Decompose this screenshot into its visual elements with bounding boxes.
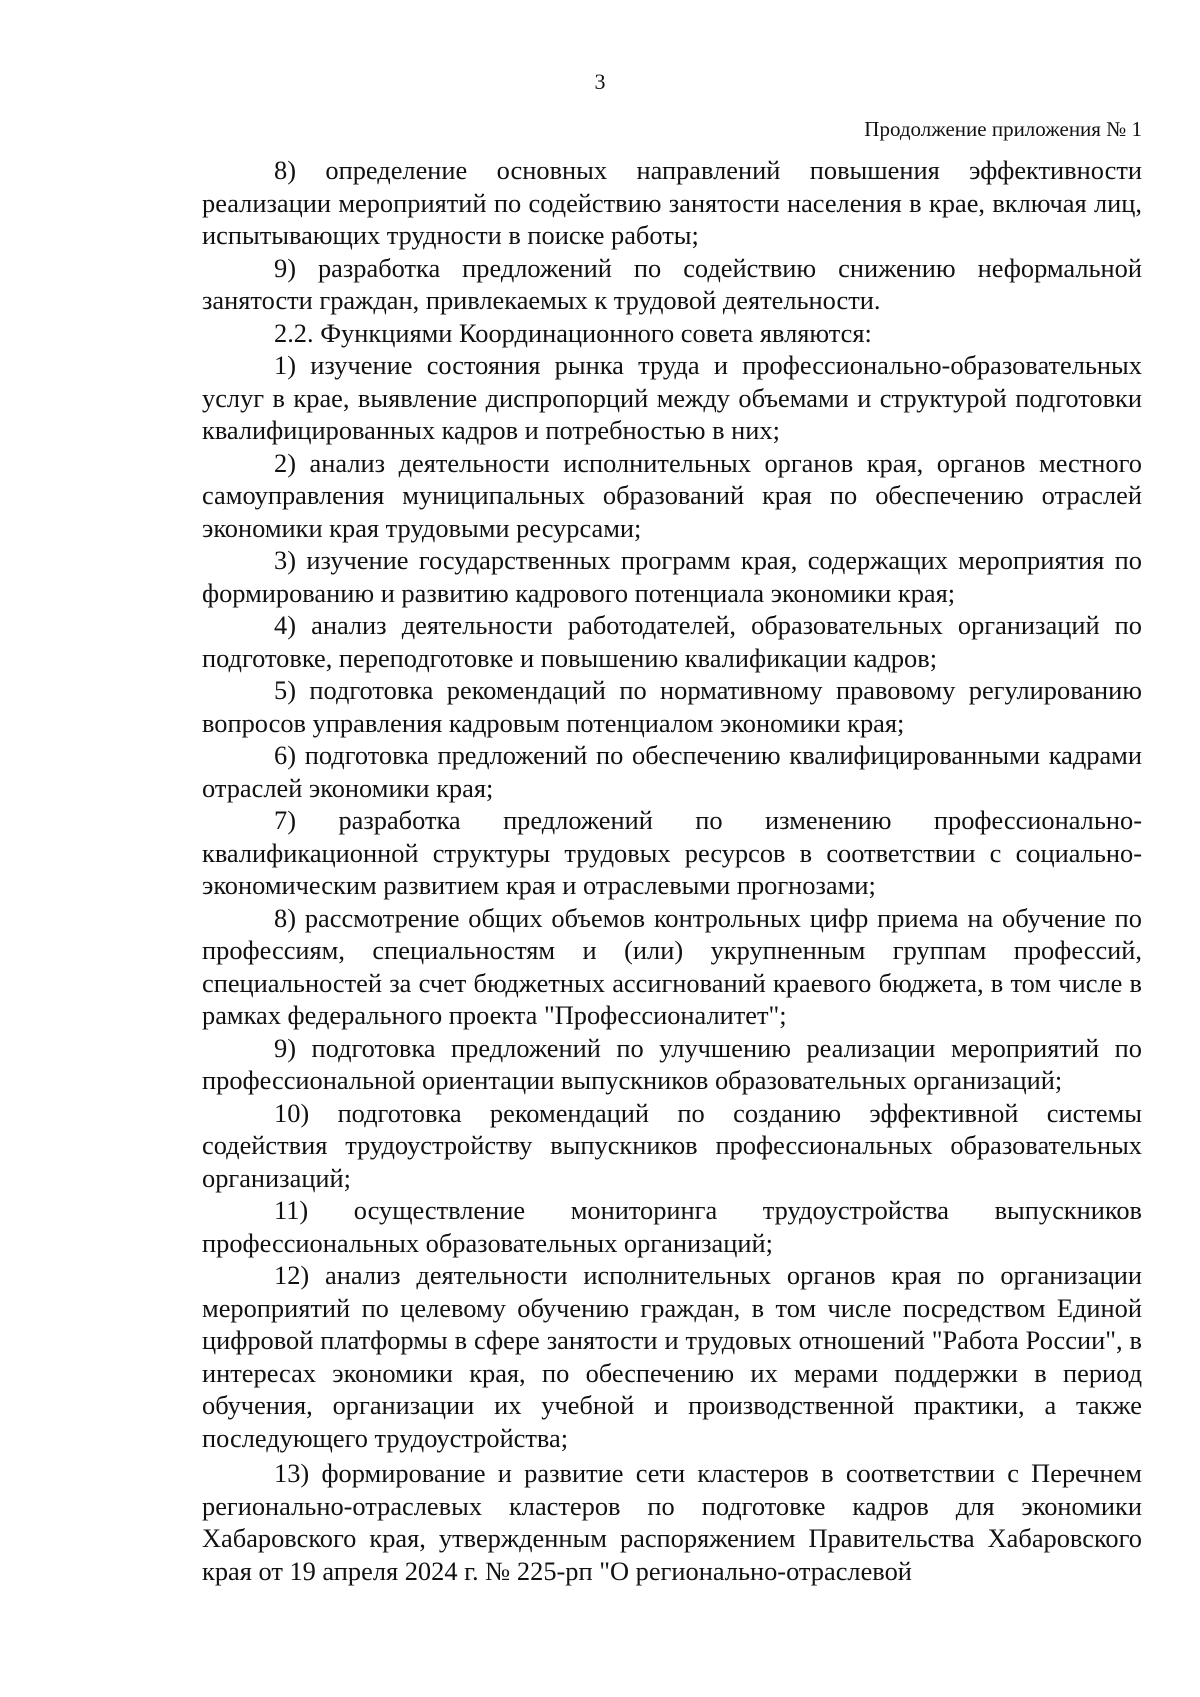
list-item: [202, 1097, 1142, 1195]
item-number: 12): [274, 1260, 310, 1290]
item-text: определение основных направлений повышения эффективности реализации мероприятий по содействию занятости населения в крае, включая лиц, испытывающих трудности в поиске работы;: [202, 155, 1142, 250]
item-number: 8): [274, 902, 296, 933]
appendix-note: Продолжение приложения № 1: [864, 117, 1142, 141]
list-item: [202, 447, 1142, 545]
item-text: подготовка рекомендаций по нормативному правовому регулированию вопросов управления кадровым потенциалом экономики края;: [202, 675, 1142, 738]
list-item: [202, 1032, 1142, 1097]
item-text: формирование и развитие сети кластеров в соответствии с Перечнем регионально-отраслевых кластеров по подготовке кадров для экономики Хабаровского края, утвержденным распоряжением Правительства Хабаровского края от 19 апреля 2024 г. № 225-рп "О регионально-отраслевой: [202, 1458, 1143, 1586]
item-number: 2.2.: [274, 317, 314, 348]
item-number: 6): [274, 740, 296, 770]
item-number: 9): [274, 1032, 296, 1063]
item-text: Функциями Координационного совета являются:: [320, 317, 872, 348]
item-number: 8): [274, 155, 296, 185]
item-number: 7): [274, 805, 296, 835]
list-item: [202, 902, 1142, 1032]
item-number: 5): [274, 675, 296, 705]
item-text: подготовка рекомендаций по созданию эффективной системы содействия трудоустройству выпускников профессиональных образовательных организаций;: [202, 1097, 1142, 1193]
item-text: рассмотрение общих объемов контрольных цифр приема на обучение по профессиям, специальностям и (или) укрупненным группам профессий, специальностей за счет бюджетных ассигнований краевого бюджета, в том числе в рамках федерального проекта "Профессионалитет";: [202, 902, 1142, 1030]
item-text: подготовка предложений по обеспечению квалифицированными кадрами отраслей экономики края;: [202, 740, 1142, 803]
item-number: 10): [274, 1097, 310, 1128]
list-item: [202, 317, 1142, 350]
list-item: [202, 1194, 1142, 1259]
item-number: 1): [274, 350, 296, 380]
list-item: [202, 609, 1142, 674]
list-item: [202, 154, 1142, 252]
item-text: анализ деятельности исполнительных органов края, органов местного самоуправления муниципальных образований края по обеспечению отраслей экономики края трудовыми ресурсами;: [202, 447, 1142, 543]
item-text: анализ деятельности исполнительных органов края по организации мероприятий по целевому обучению граждан, в том числе посредством Единой цифровой платформы в сфере занятости и трудовых отношений "Работа России", в интересах экономики края, по обеспечению их мерами поддержки в период обучения, организации их учебной и производственной практики, а также последующего трудоустройства;: [202, 1260, 1142, 1453]
item-number: 13): [274, 1458, 310, 1488]
item-text: разработка предложений по содействию снижению неформальной занятости граждан, привлекаемых к трудовой деятельности.: [202, 252, 1142, 315]
item-text: осуществление мониторинга трудоустройства выпускников профессиональных образовательных организаций;: [202, 1195, 1142, 1258]
item-text: изучение состояния рынка труда и профессионально-образовательных услуг в крае, выявление диспропорций между объемами и структурой подготовки квалифицированных кадров и потребностью в них;: [202, 350, 1142, 445]
item-text: подготовка предложений по улучшению реализации мероприятий по профессиональной ориентации выпускников образовательных организаций;: [202, 1032, 1142, 1095]
list-item: [202, 252, 1142, 317]
list-item: [202, 804, 1142, 902]
item-text: анализ деятельности работодателей, образовательных организаций по подготовке, переподготовке и повышению квалификации кадров;: [202, 610, 1142, 673]
item-number: 3): [274, 545, 296, 575]
list-item: [202, 544, 1142, 609]
item-number: 2): [274, 447, 296, 478]
item-number: 9): [274, 252, 296, 283]
list-item: [202, 1259, 1142, 1454]
item-text: изучение государственных программ края, содержащих мероприятия по формированию и развитию кадрового потенциала экономики края;: [202, 545, 1142, 608]
list-item: [202, 1457, 1142, 1587]
list-item: [202, 739, 1142, 804]
page-number: 3: [594, 69, 606, 94]
item-number: 4): [274, 610, 296, 640]
document-body: [202, 154, 1142, 1587]
item-text: разработка предложений по изменению профессионально-квалификационной структуры трудовых ресурсов в соответствии с социально-экономическим развитием края и отраслевыми прогнозами;: [202, 805, 1142, 900]
list-item: [202, 349, 1142, 447]
item-number: 11): [274, 1195, 309, 1225]
list-item: [202, 674, 1142, 739]
